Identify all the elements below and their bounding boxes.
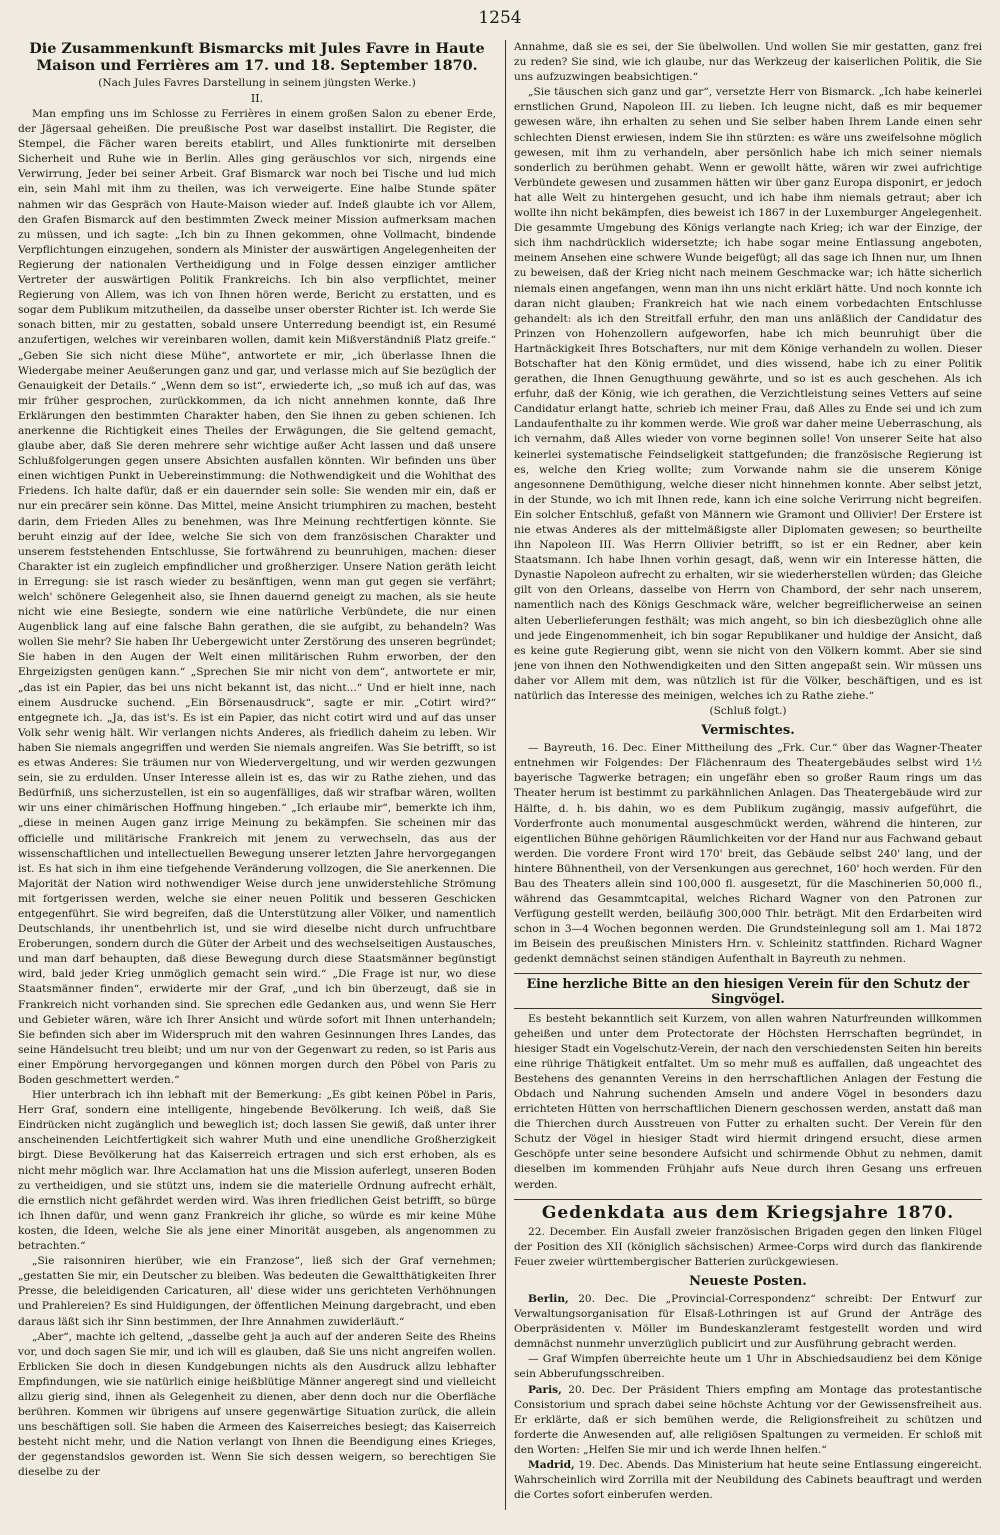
- article-paragraph: Annahme, daß sie es sei, der Sie übelwollen. Und wollen Sie mir gestatten, ganz frei zu reden? Sie sind, wie ich glaube, nur das Werkzeug der kaiserlichen Politik, die Sie uns aufzuzwingen beabsichtigen.“: [514, 41, 982, 84]
- news-text: — Graf Wimpfen überreichte heute um 1 Uhr in Abschiedsaudienz bei dem Könige sein Abberufungsschreiben.: [514, 1353, 982, 1381]
- appeal-text: Es besteht bekanntlich seit Kurzem, von allen wahren Naturfreunden willkommen geheißen und unter dem Protectorate der Höchsten Herrschaften begründet, in hiesiger Stadt ein Vogelschutz-Verein, der nach den verschiedensten Seiten hin bereits eine rührige Thätigkeit entfaltet. Um so mehr muß es auffallen, daß ungeachtet des Bestehens des genannten Vereins in den herrschaftlichen Anlagen der Festung die Obdach und Nahrung suchenden Amseln und andere Vögel in besonders dazu errichteten Hütten von herrschaftlichen Dienern geschossen werden, anstatt daß man die Thierchen durch Ausstreuen von Futter zu erhalten sucht. Der Verein für den Schutz der Vögel in hiesiger Stadt wird hiermit dringend ersucht, diese armen Geschöpfe unter seine besondere Aufsicht und schirmende Obhut zu nehmen, damit dieselben im kommenden Frühjahr aufs Neue durch ihren Gesang uns erfreuen werden.: [514, 1012, 982, 1191]
- column-divider: [505, 40, 506, 1510]
- news-item: [514, 1292, 982, 1352]
- continued-note: (Schluß folgt.): [709, 705, 787, 718]
- article-paragraph: „Aber“, machte ich geltend, „dasselbe geht ja auch auf der anderen Seite des Rheins vor, und doch sagen Sie mir, und ich will es glauben, daß Sie uns nicht angreifen wollen. Erblicken Sie doch in diesen Kundgebungen nichts als den Ausdruck allzu lebhafter Empfindungen, wie sie natürlich einige heißblütige Männer angeregt sind und vielleicht allzu gierig sind, ihnen als Gelegenheit zu dienen, aber denn doch nur die Oberfläche berühren. Kommen wir übrigens auf unsere gegenwärtige Situation zurück, die allein uns beschäftigen soll. Sie haben die Armeen des Kaiserreiches besiegt; das Kaiserreich besteht nicht mehr, und die Nation verlangt von Ihnen die Beendigung eines Krieges, der gegenstandslos geworden ist. Wenn Sie sich dessen weigern, so berechtigen Sie dieselbe zu der: [18, 1330, 496, 1479]
- news-text: 20. Dec. Der Präsident Thiers empfing am Montage das protestantische Consistorium und sprach dabei seine höchste Achtung vor der Gewissensfreiheit aus. Er erklärte, daß er sich bemühen werde, die Religionsfreiheit zu schützen und forderte die Anwesenden auf, alle religiösen Spaltungen zu vermeiden. Er schloß mit den Worten: „Helfen Sie mir und ich werde Ihnen helfen.“: [514, 1383, 982, 1456]
- left-column: [18, 40, 496, 1510]
- news-text: 19. Dec. Abends. Das Ministerium hat heute seine Entlassung eingereicht. Wahrscheinlich wird Zorrilla mit der Neubildung des Cabinets beauftragt und werden die Cortes sofort einberufen werden.: [514, 1458, 982, 1502]
- news-item: [514, 1458, 982, 1503]
- war-dates-text: 22. December. Ein Ausfall zweier französischen Brigaden gegen den linken Flügel der Position des XII (königlich sächsischen) Armee-Corps wird durch das flankirende Feuer zweier württembergischer Batterien zurückgewiesen.: [514, 1225, 982, 1268]
- article-paragraph: Man empfing uns im Schlosse zu Ferrières in einem großen Salon zu ebener Erde, der Jägersaal geheißen. Die preußische Post war daselbst installirt. Die Register, die Stempel, die Fächer waren bereits etablirt, und Alles funktionirte mit derselben Sicherheit und Ruhe wie in Berlin. Alles ging geräuschlos vor sich, nirgends eine Verwirrung, Jeder bei seiner Arbeit. Graf Bismarck war noch bei Tische und lud mich ein, sein Mahl mit ihm zu theilen, was ich verweigerte. Eine halbe Stunde später nahmen wir das Gespräch von Haute-Maison wieder auf. Indeß glaubte ich vor Allem, den Grafen Bismarck auf den bestimmten Zweck meiner Mission aufmerksam machen zu müssen, und ich sagte: „Ich bin zu Ihnen gekommen, ohne Vollmacht, bindende Verpflichtungen einzugehen, sondern als Minister der auswärtigen Angelegenheiten der Regierung der nationalen Vertheidigung und in Folge dessen einziger amtlicher Vertreter der auswärtigen Politik Frankreichs. Ich bin also verpflichtet, meiner Regierung von Allem, was ich von Ihnen hören werde, Bericht zu erstatten, und es sogar dem Publikum mitzutheilen, da dasselbe unser oberster Richter ist. Ich werde Sie sonach bitten, mir zu gestatten, sobald unsere Unterredung beendigt ist, ein Resumé anzufertigen, welches wir vereinbaren wollen, damit kein Mißverständniß Platz greife.“ „Geben Sie sich nicht diese Mühe“, antwortete er mir, „ich überlasse Ihnen die Wiedergabe meiner Aeußerungen ganz und gar, und verlasse mich auf Sie bezüglich der Genauigkeit der Details.“ „Wenn dem so ist“, erwiederte ich, „so muß ich auf das, was mir früher gesprochen, zurückkommen, da ich nicht annehmen konnte, daß Ihre Erklärungen den bestimmten Charakter haben, den Sie ihnen zu geben schienen. Ich anerkenne die Richtigkeit eines Theiles der Erwägungen, die Sie geltend gemacht, glaube aber, daß Sie deren mehrere sehr wichtige außer Acht lassen und daß unsere Schlußfolgerungen gegen unsere Absichten ausfallen könnten. Wir befinden uns über einen wichtigen Punkt in Uebereinstimmung: die Nothwendigkeit und die Wohlthat des Friedens. Ich halte dafür, daß er ein dauernder sein solle: Sie wenden mir ein, daß er nur ein precärer sein könne. Das Mittel, meine Ansicht triumphiren zu machen, besteht darin, dem Frieden Alles zu benehmen, was Ihre Meinung rechtfertigen könnte. Sie beruht einzig auf der Idee, welche Sie sich von dem französischen Charakter und unserem feststehenden Entschlusse, Sie fortwährend zu beunruhigen, machen: dieser Charakter ist ein zugleich empfindlicher und großherziger. Unsere Nation geräth leicht in Erregung: sie ist rasch wieder zu besänftigen, wenn man gut gegen sie verfährt; welch' schönere Gelegenheit also, sie Ihnen dauernd geneigt zu machen, als sie heute nicht wie eine Besiegte, sondern wie eine natürliche Verbündete, die nur einen Augenblick lang auf eine falsche Bahn gerathen, die sie aufgibt, zu behandeln? Was wollen Sie mehr? Sie haben Ihr Uebergewicht unter Zerstörung des unseren begründet; Sie haben in den Augen der Welt einen militärischen Ruhm erworben, der den Ehrgeizigsten genügen kann.“ „Sprechen Sie mir nicht von dem“, antwortete er mir, „das ist ein Papier, das bei uns nicht bekannt ist, das nicht...“ Und er hielt inne, nach einem Ausdrucke suchend. „Ein Börsenausdruck“, sagte er mir. „Cotirt wird?“ entgegnete ich. „Ja, das ist's. Es ist ein Papier, das nicht cotirt wird und auf das unser Volk sehr wenig hält. Wir verlangen nichts Anderes, als friedlich daheim zu leben. Wir haben Sie niemals angegriffen und werden Sie niemals angreifen. Was Sie betrifft, so ist es etwas Anderes: Sie träumen nur von Wiedervergeltung, und wir werden gezwungen sein, sie zu erdulden. Unser Interesse allein ist es, das wir zu Rathe ziehen, und das Bedürfniß, uns sicherzustellen, ist ein so augenfälliges, daß wir strafbar wären, wollten wir uns einer chimärischen Hoffnung hingeben.“ „Ich erlaube mir“, bemerkte ich ihm, „diese in meinen Augen ganz irrige Meinung zu bekämpfen. Sie scheinen mir das officielle und militärische Frankreich mit jenem zu verwechseln, das aus der wissenschaftlichen und intellectuellen Bewegung unserer letzten Jahre hervorgegangen ist. Es hat sich in ihm eine tiefgehende Veränderung vollzogen, die Sie anerkennen. Die Majorität der Nation wird nothwendiger Weise durch jene unwiderstehliche Strömung mit fortgerissen werden, welche sie einer neuen Politik und besseren Geschicken entgegenführt. Sie wird begreifen, daß die Unterstützung aller Völker, und namentlich Deutschlands, ihr unentbehrlich ist, und sie wird dieselbe nicht durch unfruchtbare Eroberungen, sondern durch die Güter der Arbeit und des wechselseitigen Austausches, und man darf behaupten, daß diese Bewegung durch diese Staatsmänner begünstigt wird, bald jeder Krieg unmöglich gemacht sein wird.“ „Die Frage ist nur, wo diese Staatsmänner finden“, erwiderte mir der Graf, „und ich bin überzeugt, daß sie in Frankreich nicht vorhanden sind. Sie sprechen edle Gedanken aus, und wenn Sie Herr und Gebieter wären, wäre ich Ihrer Ansicht und würde sofort mit Ihnen unterhandeln; Sie befinden sich aber im Widerspruch mit den wahren Gesinnungen Ihres Landes, das seine Händelsucht treu bleibt; und um nur von der Gegenwart zu reden, so ist Paris aus einer Empörung hervorgegangen und können morgen durch den Pöbel von Paris zu Boden geschmettert werden.“: [18, 108, 496, 1086]
- article-paragraph: „Sie täuschen sich ganz und gar“, versetzte Herr von Bismarck. „Ich habe keinerlei ernstlichen Grund, Napoleon III. zu lieben. Ich leugne nicht, daß es mir bequemer gewesen wäre, ihn erhalten zu sehen und Sie selber haben Ihrem Lande einen sehr schlechten Dienst erwiesen, indem Sie ihn stürzten: es wäre uns zweifelsohne möglich gewesen, mit ihm zu verhandeln, aber persönlich habe ich mich seiner niemals sonderlich zu berühmen gehabt. Wenn er gewollt hätte, wären wir zwei aufrichtige Verbündete gewesen und zusammen hätten wir über ganz Europa disponirt, er jedoch hat alle Welt zu hintergehen gesucht, und ich habe ihm niemals getraut; aber ich wollte ihn nicht bekämpfen, dies beweist ich 1867 in der Luxemburger Angelegenheit. Die gesammte Umgebung des Königs verlangte nach Krieg; ich war der Einzige, der sich ihm nachdrücklich widersetzte; ich habe sogar meine Entlassung angeboten, meinem Ansehen eine schwere Wunde beigefügt; all das sage ich Ihnen nur, um Ihnen zu beweisen, daß der Krieg nicht nach meinem Geschmacke war; ich hätte sicherlich niemals einen angefangen, wenn man ihn uns nicht erklärt hätte. Und noch konnte ich daran nicht glauben; Frankreich hat wie nach einem vorbedachten Entschlusse gehandelt: als ich den Streitfall erfuhr, den man uns anläßlich der Candidatur des Prinzen von Hohenzollern aufgeworfen, habe ich mich beunruhigt über die Hartnäckigkeit Ihres Botschafters, nur mit dem Könige verhandeln zu wollen. Dieser Botschafter hat den König ermüdet, und dies wissend, habe ich zu einer Politik gerathen, die Ihnen Genugthuung gewährte, und so ist es auch geschehen. Als ich erfuhr, daß der König, wie ich gerathen, die Verzichtleistung seines Vetters auf seine Candidatur erlangt hatte, schrieb ich meiner Frau, daß Alles zu Ende sei und ich zum Landaufenthalte zu ihr kommen werde. Wie groß war daher meine Ueberraschung, als ich vernahm, daß Alles wieder von vorne beginnen solle! Von unserer Seite hat also keinerlei systematische Feindseligkeit stattgefunden; die französische Regierung ist es, welche den Krieg wollte; zum Vorwande nahm sie die unserem Könige angesonnene Demüthigung, welche dieser nicht hinnehmen konnte. Aber selbst jetzt, in der Stunde, wo ich mit Ihnen rede, kann ich eine solche Verirrung nicht begreifen. Ein solcher Entschluß, gefaßt von Männern wie Gramont und Ollivier! Der Erstere ist nie etwas Anderes als der mittelmäßigste aller Diplomaten gewesen; so beurtheilte ihn Napoleon III. Was Herrn Ollivier betrifft, so ist er ein Redner, aber kein Staatsmann. Ich habe Ihnen vorhin gesagt, daß, wenn wir ein Interesse hätten, die Dynastie Napoleon aufrecht zu erhalten, wir sie wiederherstellen würden; das Gleiche gilt von den Orleans, dasselbe von Herrn von Chambord, der sehr nach unserem, namentlich nach des Königs Geschmack wäre, welcher begreiflicherweise an seinen alten Ueberlieferungen festhält; was mich angeht, so bin ich diesbezüglich ohne alle und jede Eingenommenheit, ich bin sogar Republikaner und huldige der Ansicht, daß es keine gute Regierung gibt, wenn sie nicht von den Völkern kommt. Aber sie sind jene von ihnen den Nothwendigkeiten und den Sitten angepaßt sein. Wir müssen uns daher vor Allem mit dem, was nützlich ist für die Völker, beschäftigen, und es ist natürlich das Interesse des meinigen, welches ich zu Rathe ziehe.“: [514, 86, 982, 703]
- news-item: [514, 1383, 982, 1458]
- news-place: Berlin,: [528, 1292, 569, 1305]
- article-part-number: II.: [250, 92, 264, 105]
- page-number: 1254: [478, 8, 522, 28]
- latest-news-heading: Neueste Posten.: [689, 1273, 807, 1289]
- news-text: 20. Dec. Die „Provincial-Correspondenz“ schreibt: Der Entwurf zur Verwaltungsorganisation für Elsaß-Lothringen ist auf Grund der Anträge des Oberpräsidenten v. Möller im Bundeskanzleramt festgestellt worden und wird demnächst nunmehr unverzüglich publicirt und zur Ausführung gebracht werden.: [514, 1292, 982, 1351]
- news-place: Madrid,: [528, 1458, 575, 1471]
- article-paragraph: Hier unterbrach ich ihn lebhaft mit der Bemerkung: „Es gibt keinen Pöbel in Paris, Herr Graf, sondern eine intelligente, hingebende Bevölkerung. Ich weiß, daß Sie Eindrücken nicht zugänglich und beweglich ist; doch lassen Sie gewiß, daß unter ihrer anscheinenden Leichtfertigkeit sich wahrer Muth und eine unendliche Großherzigkeit birgt. Diese Bevölkerung hat das Kaiserreich ertragen und sich erst erhoben, als es nicht mehr möglich war. Ihre Acclamation hat uns die Mission auferlegt, unseren Boden zu vertheidigen, und sie stützt uns, indem sie die materielle Ordnung aufrecht erhält, die ernstlich nicht gefährdet werden wird. Was ihren friedlichen Geist betrifft, so bürge ich Ihnen dafür, und wenn ganz Frankreich ihr gliche, so würde es mir keine Mühe kosten, die Ideen, welche Sie als jene einer Minorität ausgeben, als angenommen zu betrachten.“: [18, 1089, 496, 1253]
- appeal-heading: Eine herzliche Bitte an den hiesigen Verein für den Schutz der Singvögel.: [514, 973, 982, 1009]
- misc-text: — Bayreuth, 16. Dec. Einer Mittheilung des „Frk. Cur.“ über das Wagner-Theater entnehmen wir Folgendes: Der Flächenraum des Theatergebäudes selbst wird 1½ bayerische Tagwerke betragen; ein ungefähr eben so großer Raum rings um das Theater herum ist bestimmt zu parkähnlichen Anlagen. Das Theatergebäude wird zur Hälfte, d. h. bis dahin, wo es dem Publikum zugängig, massiv aufgeführt, die Vorderfronte auch monumental ausgeschmückt werden, während die hinteren, zur eigentlichen Bühne gehörigen Räumlichkeiten vor der Hand nur aus Fachwand gebaut werden. Die vordere Front wird 170' breit, das Gebäude selbst 240' lang, und der hintere Bühnentheil, von der Versenkungen aus gerechnet, 160' hoch werden. Für den Bau des Theaters allein sind 100,000 fl. ausgesetzt, für die Maschinerien 50,000 fl., während das Gesammtcapital, welches Richard Wagner von den Patronen zur Verfügung gestellt werden, beiläufig 300,000 Thlr. beträgt. Mit den Erdarbeiten wird schon in 3—4 Wochen begonnen werden. Die Grundsteinlegung soll am 1. Mai 1872 im Beisein des preußischen Ministers Hrn. v. Schleinitz stattfinden. Richard Wagner gedenkt demnächst seinen ständigen Aufenthalt in Bayreuth zu nehmen.: [514, 742, 982, 966]
- news-place: Paris,: [528, 1383, 562, 1396]
- right-column: [514, 40, 982, 1510]
- article-title: Die Zusammenkunft Bismarcks mit Jules Favre in Haute Maison und Ferrières am 17. und 18. September 1870.: [29, 40, 485, 74]
- misc-heading: Vermischtes.: [701, 723, 795, 739]
- war-dates-heading: Gedenkdata aus dem Kriegsjahre 1870.: [514, 1199, 982, 1223]
- article-paragraph: „Sie raisonniren hierüber, wie ein Franzose“, ließ sich der Graf vernehmen; „gestatten Sie mir, ein Deutscher zu bleiben. Was bedeuten die Gewaltthätigkeiten Ihrer Presse, die beleidigenden Caricaturen, all' diese wider uns gerichteten Verhöhnungen und Prahlereien? Es sind Huldigungen, der öffentlichen Meinung dargebracht, und eben daraus läßt sich ihr Sinn bestimmen, der Ihre Annahmen zuwiderläuft.“: [18, 1255, 496, 1328]
- article-source: (Nach Jules Favres Darstellung in seinem jüngsten Werke.): [98, 77, 416, 89]
- news-item: [514, 1352, 982, 1382]
